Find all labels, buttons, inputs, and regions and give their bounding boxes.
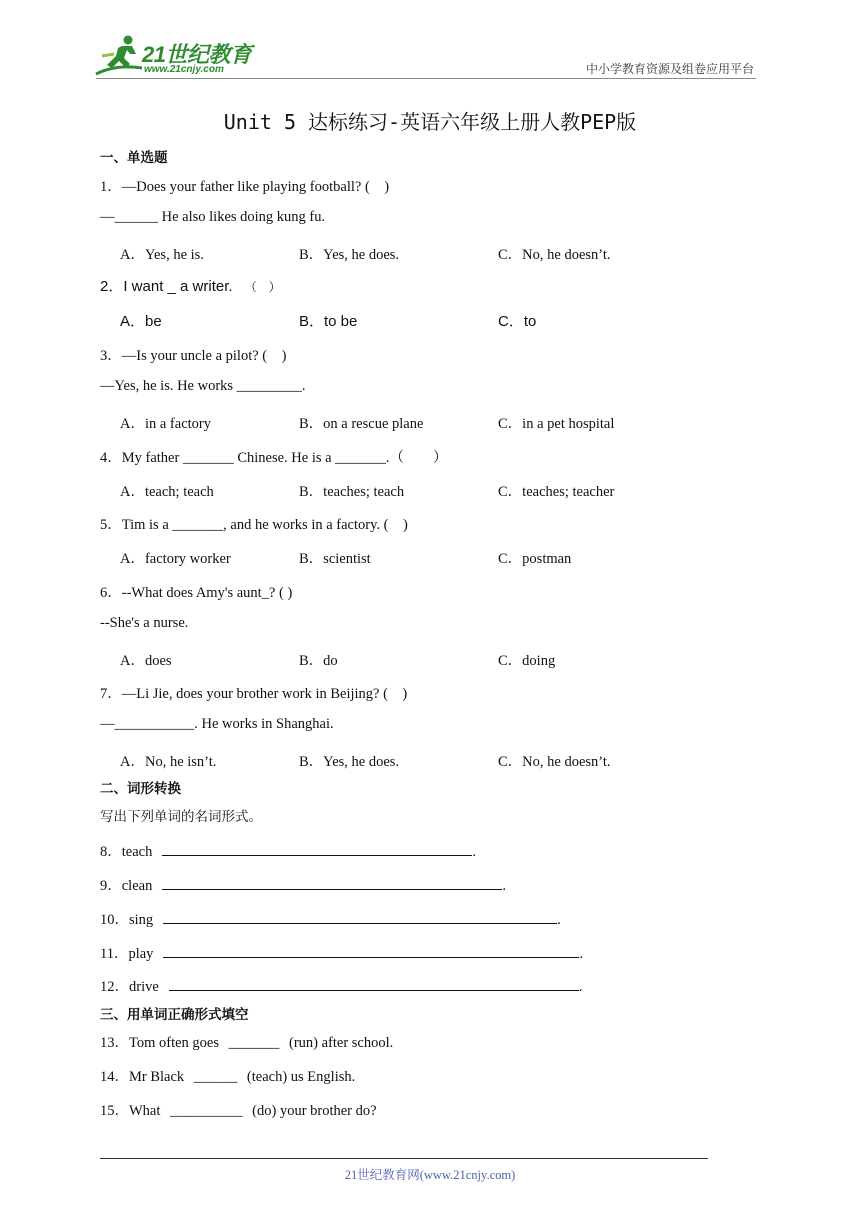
- question-6-option-a[interactable]: A．does: [120, 653, 172, 669]
- question-10-label: 10．sing: [100, 912, 154, 928]
- answer-blank-10[interactable]: [163, 909, 557, 924]
- question-4-option-b[interactable]: B．teaches; teach: [299, 484, 405, 500]
- question-5-option-a[interactable]: A．factory worker: [120, 551, 231, 567]
- answer-blank-9[interactable]: [162, 875, 502, 890]
- question-2: [100, 275, 281, 296]
- question-2-option-b[interactable]: B．to be: [299, 313, 358, 330]
- question-7-option-c[interactable]: C．No, he doesn’t.: [498, 754, 611, 770]
- question-4-option-a[interactable]: A．teach; teach: [120, 484, 214, 500]
- question-6-answer-line: --She's a nurse.: [100, 615, 189, 631]
- question-1-option-a[interactable]: A．Yes, he is.: [120, 247, 204, 263]
- question-5: 5．Tim is a _______, and he works in a factory. ( ): [100, 517, 408, 533]
- question-9-end: .: [502, 878, 506, 894]
- question-1: 1．—Does your father like playing football? ( ): [100, 179, 390, 195]
- answer-blank-11[interactable]: [163, 943, 579, 958]
- question-6-option-c[interactable]: C．doing: [498, 653, 556, 669]
- answer-blank-13[interactable]: _______: [228, 1035, 280, 1051]
- question-13-text: 13．Tom often goes: [100, 1035, 219, 1051]
- question-14-hint: (teach) us English.: [246, 1069, 356, 1085]
- question-9: [100, 874, 506, 895]
- section-heading-3: 三、用单词正确形式填空: [100, 1007, 249, 1023]
- logo-url: www.21cnjy.com: [144, 64, 224, 75]
- question-14: [100, 1065, 355, 1086]
- question-2-option-c[interactable]: C．to: [498, 313, 537, 330]
- question-8-end: .: [472, 844, 476, 860]
- question-7-answer-line: —___________. He works in Shanghai.: [100, 716, 334, 732]
- question-8-label: 8．teach: [100, 844, 153, 860]
- question-3-option-c[interactable]: C．in a pet hospital: [498, 416, 615, 432]
- answer-blank-12[interactable]: [169, 976, 579, 991]
- question-3-option-b[interactable]: B．on a rescue plane: [299, 416, 424, 432]
- answer-blank-15[interactable]: __________: [170, 1103, 243, 1119]
- question-4: 4．My father _______ Chinese. He is a _______.（ ）: [100, 450, 448, 466]
- section-heading-2: 二、词形转换: [100, 781, 181, 797]
- question-5-option-c[interactable]: C．postman: [498, 551, 572, 567]
- question-15: [100, 1099, 377, 1120]
- question-15-text: 15．What: [100, 1103, 161, 1119]
- question-10: [100, 908, 561, 929]
- header-divider: [96, 78, 756, 79]
- question-2-text: 2．I want _ a writer.: [100, 278, 233, 295]
- footer-link[interactable]: 21世纪教育网(www.21cnjy.com): [344, 1168, 516, 1182]
- question-5-option-b[interactable]: B．scientist: [299, 551, 371, 567]
- logo-text: 21世纪教育: [142, 42, 252, 67]
- answer-blank-14[interactable]: ______: [193, 1069, 238, 1085]
- question-11: [100, 942, 583, 963]
- question-1-option-c[interactable]: C．No, he doesn’t.: [498, 247, 611, 263]
- question-2-option-a[interactable]: A．be: [120, 313, 162, 330]
- section-2-instruction: 写出下列单词的名词形式。: [100, 809, 262, 825]
- site-logo: [92, 34, 262, 80]
- question-12-label: 12．drive: [100, 979, 159, 995]
- question-3-answer-line: —Yes, he is. He works _________.: [100, 378, 306, 394]
- question-11-end: .: [579, 946, 584, 962]
- question-8: [100, 840, 476, 861]
- question-3: 3．—Is your uncle a pilot? ( ): [100, 348, 287, 364]
- question-6-option-b[interactable]: B．do: [299, 653, 338, 669]
- question-7: 7．—Li Jie, does your brother work in Beijing? ( ): [100, 686, 408, 702]
- question-2-paren: （ ）: [244, 280, 281, 294]
- question-1-answer-line: —______ He also likes doing kung fu.: [100, 209, 326, 225]
- page-title: Unit 5 达标练习-英语六年级上册人教PEP版: [223, 110, 637, 134]
- section-heading-1: 一、单选题: [100, 150, 168, 166]
- question-6: 6．--What does Amy's aunt_? ( ): [100, 585, 293, 601]
- header-platform-text: 中小学教育资源及组卷应用平台: [585, 62, 754, 76]
- question-13: [100, 1031, 393, 1052]
- question-13-hint: (run) after school.: [289, 1035, 394, 1051]
- question-15-hint: (do) your brother do?: [252, 1103, 377, 1119]
- question-4-option-c[interactable]: C．teaches; teacher: [498, 484, 615, 500]
- question-3-option-a[interactable]: A．in a factory: [120, 416, 211, 432]
- question-14-text: 14．Mr Black: [100, 1069, 185, 1085]
- question-11-label: 11．play: [100, 946, 154, 962]
- question-9-label: 9．clean: [100, 878, 153, 894]
- question-1-option-b[interactable]: B．Yes, he does.: [299, 247, 400, 263]
- question-7-option-a[interactable]: A．No, he isn’t.: [120, 754, 217, 770]
- question-12: [100, 975, 582, 996]
- running-man-icon: [92, 34, 144, 78]
- answer-blank-8[interactable]: [162, 841, 472, 856]
- question-12-end: .: [578, 979, 583, 995]
- question-7-option-b[interactable]: B．Yes, he does.: [299, 754, 400, 770]
- footer-divider: [100, 1158, 708, 1159]
- question-10-end: .: [557, 912, 561, 928]
